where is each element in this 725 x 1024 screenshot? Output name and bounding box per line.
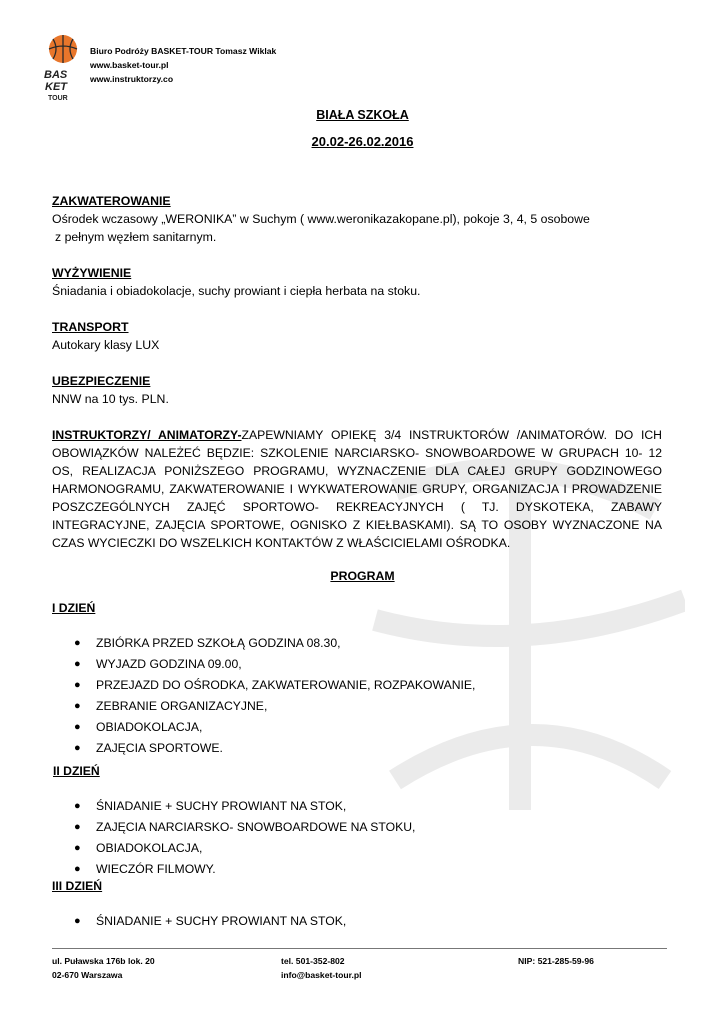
day-1-list: [0, 634, 475, 760]
day-3-list: [0, 912, 346, 933]
program-item-text: OBIADOKOLACJA,: [96, 841, 203, 855]
svg-text:KET: KET: [45, 81, 67, 93]
accommodation-heading: ZAKWATEROWANIE: [52, 194, 171, 208]
program-heading: PROGRAM: [330, 569, 395, 583]
day-2-list: [0, 797, 415, 881]
bullet-icon: ●: [74, 700, 81, 712]
insurance-line-1: NNW na 10 tys. PLN.: [52, 392, 169, 406]
basket-tour-logo-icon: [42, 32, 80, 104]
program-list-item: [0, 839, 415, 860]
company-website[interactable]: www.basket-tour.pl: [90, 60, 169, 70]
bullet-icon: ●: [74, 637, 81, 649]
company-info: [90, 44, 276, 86]
program-item-text: ŚNIADANIE + SUCHY PROWIANT NA STOK,: [96, 914, 347, 928]
day-3-title: III DZIEŃ: [52, 879, 103, 893]
program-item-text: ZAJĘCIA SPORTOWE.: [96, 741, 223, 755]
program-list-item: [0, 718, 475, 739]
program-item-text: WYJAZD GODZINA 09.00,: [96, 657, 242, 671]
bullet-icon: ●: [74, 863, 81, 875]
program-item-text: ZBIÓRKA PRZED SZKOŁĄ GODZINA 08.30,: [96, 636, 341, 650]
program-item-text: ZAJĘCIA NARCIARSKO- SNOWBOARDOWE NA STOKU,: [96, 820, 416, 834]
footer-contact: [281, 954, 361, 982]
accommodation-section: [52, 192, 664, 246]
footer-address: [52, 954, 155, 982]
food-heading: WYŻYWIENIE: [52, 266, 132, 280]
insurance-heading: UBEZPIECZENIE: [52, 374, 151, 388]
bullet-icon: ●: [74, 842, 81, 854]
document-dates: 20.02-26.02.2016: [311, 134, 414, 149]
day-1-title: I DZIEŃ: [52, 601, 96, 615]
program-list-item: [0, 697, 475, 718]
instructors-paragraph: [52, 426, 662, 552]
instructors-label: INSTRUKTORZY/ ANIMATORZY-: [52, 428, 242, 442]
bullet-icon: ●: [74, 721, 81, 733]
company-website-2[interactable]: www.instruktorzy.co: [90, 74, 174, 84]
program-item-text: OBIADOKOLACJA,: [96, 720, 203, 734]
footer-street: ul. Puławska 176b lok. 20: [52, 956, 155, 966]
program-list-item: [0, 797, 415, 818]
program-list-item: [0, 634, 475, 655]
document-title: BIAŁA SZKOŁA: [316, 108, 409, 122]
program-list-item: [0, 655, 475, 676]
transport-section: [52, 318, 664, 354]
bullet-icon: ●: [74, 679, 81, 691]
program-item-text: PRZEJAZD DO OŚRODKA, ZAKWATEROWANIE, ROZPAKOWANIE,: [96, 678, 476, 692]
program-list-item: [0, 676, 475, 697]
footer-divider: [52, 948, 667, 949]
program-item-text: WIECZÓR FILMOWY.: [96, 862, 216, 876]
program-item-text: ŚNIADANIE + SUCHY PROWIANT NA STOK,: [96, 799, 347, 813]
instructors-text: ZAPEWNIAMY OPIEKĘ 3/4 INSTRUKTORÓW /ANIMATORÓW. DO ICH OBOWIĄZKÓW NALEŻEĆ BĘDZIE: SZKOLENIE NARCIARSKO- SNOWBOARDOWE W GRUPACH 10- 12 OS, REALIZACJA PONIŻSZEGO PROGRAMU, WYZNACZENIE DLA CAŁEJ GRUPY GODZINOWEGO HARMONOGRAMU, ZAKWATEROWANIE I WYKWATEROWANIE GRUPY, ORGANIZACJA I PROWADZENIE POSZCZEGÓLNYCH ZAJĘĆ SPORTOWO- REKREACYJNYCH ( TJ. DYSKOTEKA, ZABAWY INTEGRACYJNE, ZAJĘCIA SPORTOWE, OGNISKO Z KIEŁBASKAMI). SĄ TO OSOBY WYZNACZONE NA CZAS WYCIECZKI DO WSZELKICH KONTAKTÓW Z WŁAŚCICIELAMI OŚRODKA.: [52, 428, 662, 550]
food-line-1: Śniadania i obiadokolacje, suchy prowiant i ciepła herbata na stoku.: [52, 284, 421, 298]
transport-heading: TRANSPORT: [52, 320, 129, 334]
bullet-icon: ●: [74, 800, 81, 812]
program-list-item: [0, 860, 415, 881]
footer-email[interactable]: info@basket-tour.pl: [281, 970, 362, 980]
accommodation-line-2: z pełnym węzłem sanitarnym.: [55, 230, 217, 244]
footer-phone[interactable]: tel. 501-352-802: [281, 956, 345, 966]
footer-nip: NIP: 521-285-59-96: [518, 956, 594, 966]
bullet-icon: ●: [74, 658, 81, 670]
program-list-item: [0, 739, 475, 760]
bullet-icon: ●: [74, 821, 81, 833]
accommodation-line-1: Ośrodek wczasowy „WERONIKA” w Suchym ( www.weronikazakopane.pl), pokoje 3, 4, 5 osobowe: [52, 212, 590, 226]
transport-line-1: Autokary klasy LUX: [52, 338, 160, 352]
program-list-item: [0, 818, 415, 839]
bullet-icon: ●: [74, 915, 81, 927]
company-name: Biuro Podróży BASKET-TOUR Tomasz Wiklak: [90, 46, 277, 56]
svg-text:TOUR: TOUR: [48, 95, 68, 102]
insurance-section: [52, 372, 664, 408]
day-2-title: II DZIEŃ: [53, 764, 100, 778]
program-list-item: [0, 912, 346, 933]
svg-text:BAS: BAS: [44, 69, 68, 81]
program-item-text: ZEBRANIE ORGANIZACYJNE,: [96, 699, 268, 713]
footer-city: 02-670 Warszawa: [52, 970, 123, 980]
bullet-icon: ●: [74, 742, 81, 754]
food-section: [52, 264, 664, 300]
